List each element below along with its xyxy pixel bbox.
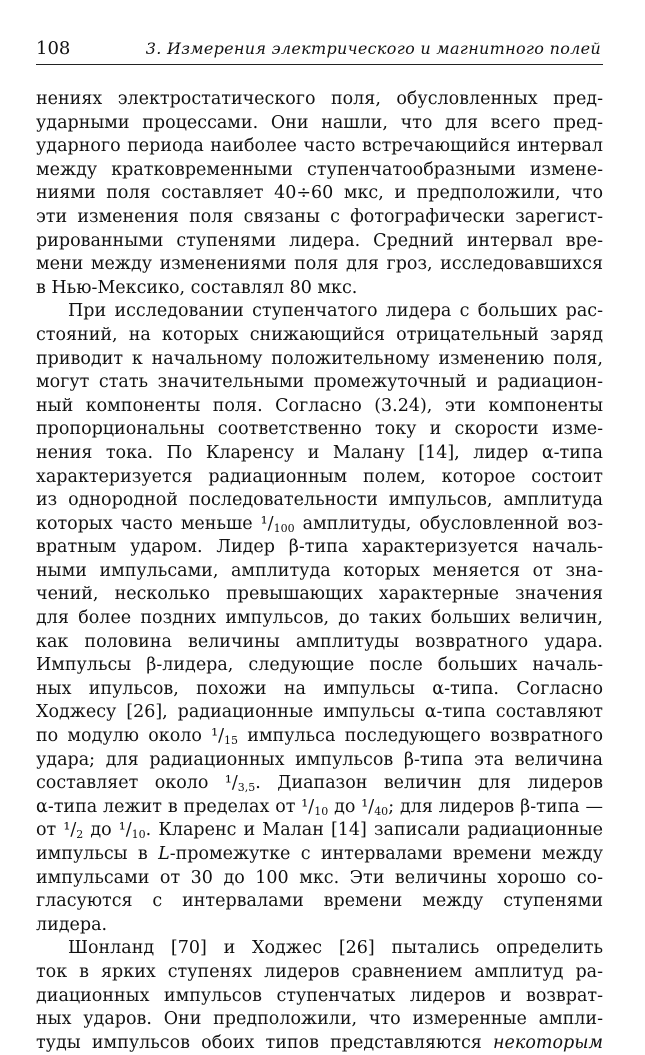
running-title: 3. Измерения электрического и магнитного полей bbox=[145, 39, 601, 58]
text-line: для более поздних импульсов, до таких больших величин, bbox=[36, 608, 603, 629]
text-line: чений, несколько превышающих характерные значения bbox=[36, 584, 603, 605]
text-line: рированными ступенями лидера. Средний интервал вре- bbox=[36, 230, 603, 251]
text-line: импульсами от 30 до 100 мкс. Эти величины хорошо со- bbox=[36, 867, 603, 888]
text-line: ударными процессами. Они нашли, что для всего пред- bbox=[36, 112, 603, 133]
text-line: При исследовании ступенчатого лидера с больших рас- bbox=[68, 301, 603, 322]
text-line: ных ударов. Они предположили, что измеренные ампли- bbox=[36, 1009, 603, 1030]
text-line: Шонланд [70] и Ходжес [26] пытались определить bbox=[68, 938, 603, 959]
text-line: в Нью-Мексико, составлял 80 мкс. bbox=[36, 277, 358, 298]
text-line: от $^1/_2$ до $^1/_{10}$. Кларенс и Малан [14] записали радиационные bbox=[36, 820, 603, 842]
text-line: ударного периода наиболее часто встречающийся интервал bbox=[36, 136, 603, 157]
text-line: туды импульсов обоих типов представляются некоторым bbox=[36, 1032, 603, 1053]
text-line: пропорциональны соответственно току и скорости изме- bbox=[36, 419, 603, 440]
page-number: 108 bbox=[36, 38, 71, 59]
text-line: Ходжесу [26], радиационные импульсы α-типа составляют bbox=[36, 702, 603, 723]
text-line: ток в ярких ступенях лидеров сравнением амплитуд ра- bbox=[36, 961, 603, 982]
text-line: приводит к начальному положительному изменению поля, bbox=[36, 348, 603, 369]
text-line: могут стать значительными промежуточный и радиацион- bbox=[36, 372, 603, 393]
text-line: удара; для радиационных импульсов β-типа эта величина bbox=[36, 749, 603, 770]
page-header bbox=[36, 34, 603, 65]
text-line: которых часто меньше $^1/_{100}$ амплитуды, обусловленной воз- bbox=[36, 513, 603, 535]
text-line: по модулю около $^1/_{15}$ импульса последующего возвратного bbox=[36, 726, 603, 748]
text-line: ными импульсами, амплитуда которых меняется от зна- bbox=[36, 560, 603, 581]
text-line: стояний, на которых снижающийся отрицательный заряд bbox=[36, 324, 603, 345]
text-line: характеризуется радиационным полем, которое состоит bbox=[36, 466, 603, 487]
text-line: нениях электростатического поля, обусловленных пред- bbox=[36, 89, 603, 109]
body-text bbox=[36, 88, 603, 1055]
text-line: составляет около $^1/_{3,5}$. Диапазон величин для лидеров bbox=[36, 773, 603, 795]
text-line: ный компоненты поля. Согласно (3.24), эти компоненты bbox=[36, 395, 603, 416]
text-line: импульсы в L-промежутке с интервалами времени между bbox=[36, 844, 603, 864]
text-line: мени между изменениями поля для гроз, исследовавшихся bbox=[36, 254, 603, 275]
text-line: вратным ударом. Лидер β-типа характеризуется началь- bbox=[36, 537, 603, 558]
text-line: ниями поля составляет 40÷60 мкс, и предположили, что bbox=[36, 183, 603, 204]
text-line: диационных импульсов ступенчатых лидеров и возврат- bbox=[36, 985, 603, 1006]
text-line: нения тока. По Кларенсу и Малану [14], лидер α-типа bbox=[36, 442, 603, 463]
text-line: ных ипульсов, похожи на импульсы α-типа. Согласно bbox=[36, 678, 603, 699]
text-line: гласуются с интервалами времени между ступенями bbox=[36, 891, 603, 912]
text-line: эти изменения поля связаны с фотографически зарегист- bbox=[36, 206, 603, 227]
text-line: α-типа лежит в пределах от $^1/_{10}$ до $^1/_{40}$; для лидеров β-типа — bbox=[36, 796, 603, 818]
text-line: лидера. bbox=[36, 914, 108, 935]
text-line: Импульсы β-лидера, следующие после больших началь- bbox=[36, 655, 603, 676]
text-line: из однородной последовательности импульсов, амплитуда bbox=[36, 490, 603, 511]
text-line: между кратковременными ступенчатообразными измене- bbox=[36, 159, 603, 180]
text-line: как половина величины амплитуды возвратного удара. bbox=[36, 631, 603, 652]
